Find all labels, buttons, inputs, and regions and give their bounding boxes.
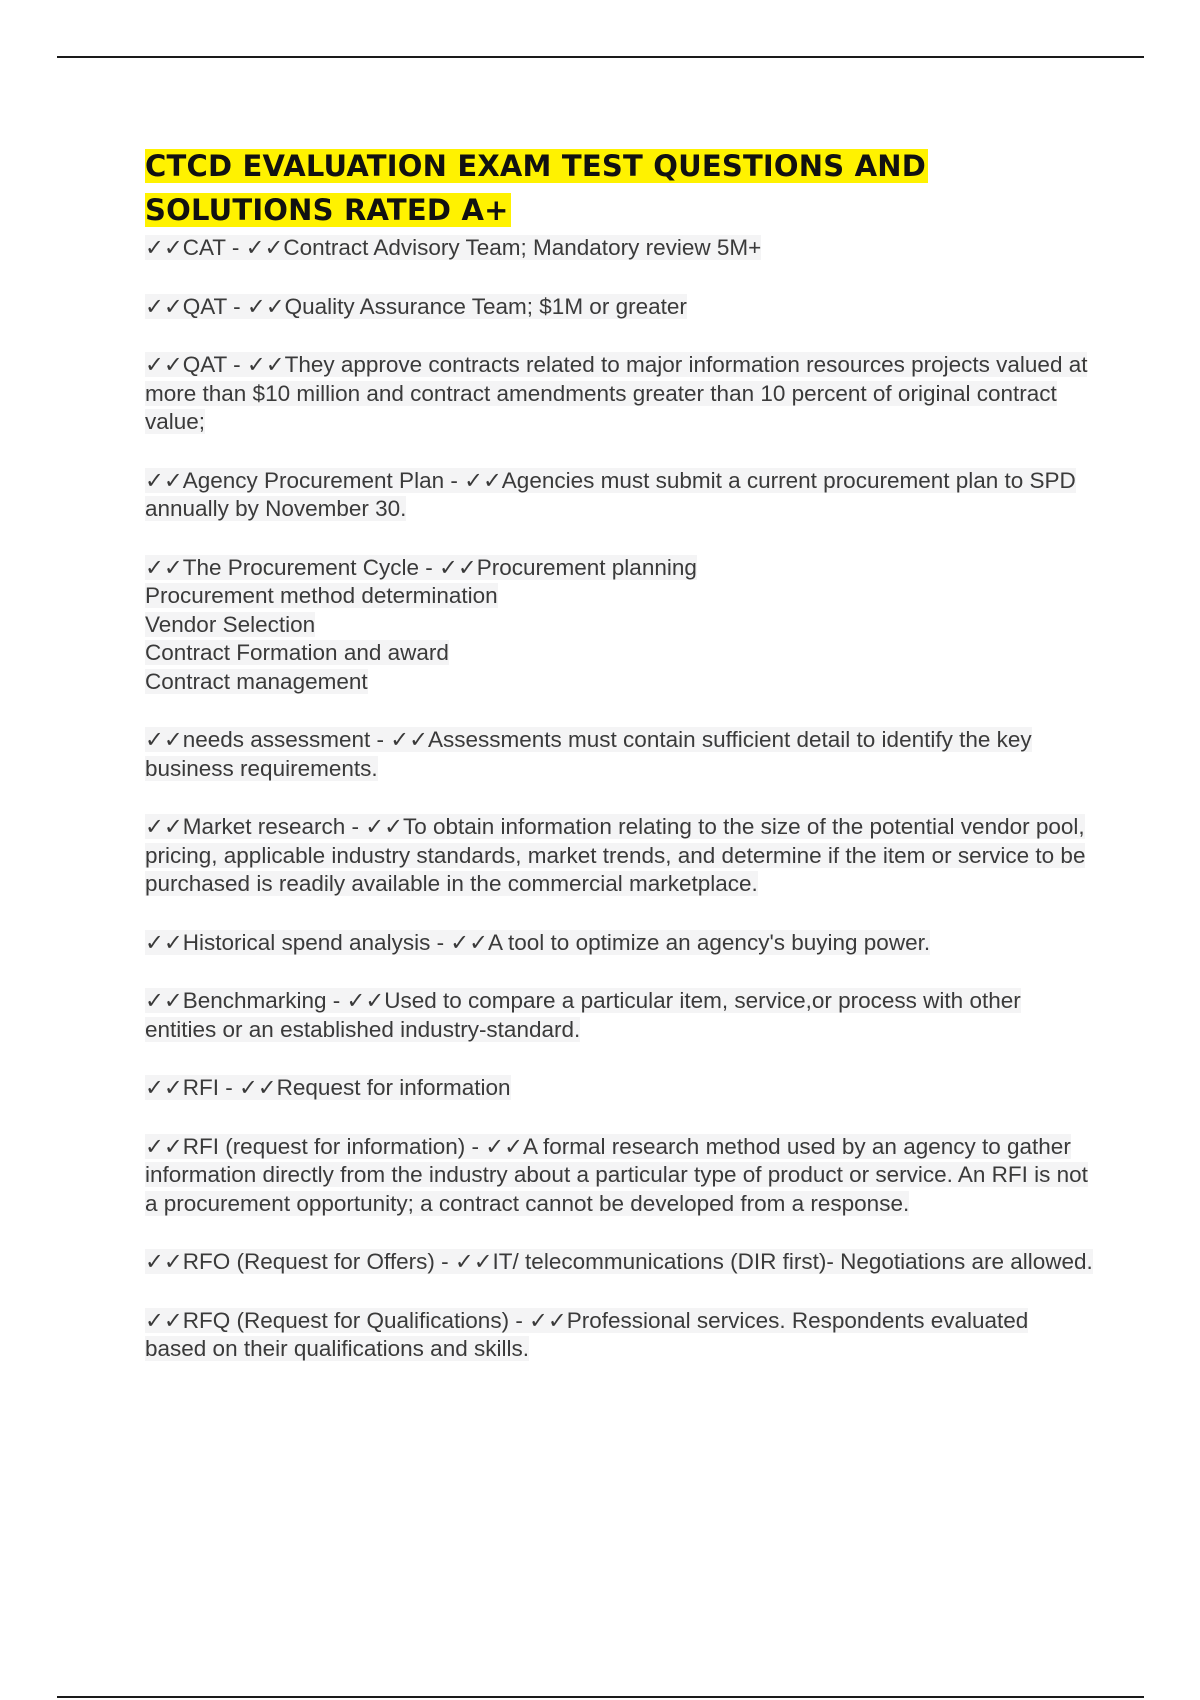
title-line-1: CTCD EVALUATION EXAM TEST QUESTIONS AND — [145, 149, 927, 183]
qa-text: ✓✓QAT - ✓✓They approve contracts related to major information resources projects valued at more than $10 million and contract amendments greater than 10 percent of original contract value; — [145, 352, 1088, 434]
cycle-line-text: Procurement method determination — [145, 583, 498, 608]
qa-entry — [145, 351, 1095, 437]
qa-text: ✓✓RFI - ✓✓Request for information — [145, 1075, 511, 1100]
cycle-line-text: Vendor Selection — [145, 611, 316, 637]
qa-text: ✓✓Historical spend analysis - ✓✓A tool to optimize an agency's buying power. — [145, 929, 931, 955]
cycle-line-text: Contract management — [145, 668, 368, 694]
qa-entry-procurement-cycle — [145, 554, 1095, 697]
qa-text: ✓✓Benchmarking - ✓✓Used to compare a particular item, service,or process with other entities or an established industry-standard. — [145, 988, 1021, 1042]
qa-entry — [145, 1074, 1095, 1103]
qa-text: ✓✓Market research - ✓✓To obtain information relating to the size of the potential vendor pool, pricing, applicable industry standards, market trends, and determine if the item or service to be purchased is readily available in the commercial marketplace. — [145, 814, 1086, 896]
qa-text: ✓✓RFO (Request for Offers) - ✓✓IT/ telecommunications (DIR first)- Negotiations are allowed. — [145, 1249, 1093, 1274]
title-line-2: SOLUTIONS RATED A+ — [145, 193, 509, 227]
document-body — [145, 144, 1095, 1364]
cycle-line — [145, 582, 1095, 611]
qa-text: ✓✓needs assessment - ✓✓Assessments must contain sufficient detail to identify the key business requirements. — [145, 727, 1032, 781]
qa-entry — [145, 1307, 1095, 1364]
qa-text: ✓✓RFI (request for information) - ✓✓A formal research method used by an agency to gather information directly from the industry about a particular type of product or service. An RFI is not a procurement opportunity; a contract cannot be developed from a response. — [145, 1133, 1088, 1216]
cycle-line-text: Contract Formation and award — [145, 640, 449, 665]
qa-entry — [145, 1133, 1095, 1219]
cycle-line-text: ✓✓The Procurement Cycle - ✓✓Procurement planning — [145, 554, 697, 580]
qa-entry — [145, 234, 1095, 263]
document-title — [145, 144, 1095, 232]
footer-rule — [57, 1696, 1144, 1698]
qa-entry — [145, 929, 1095, 958]
qa-entry — [145, 293, 1095, 322]
qa-entry — [145, 813, 1095, 899]
cycle-line — [145, 668, 1095, 697]
qa-entry — [145, 1248, 1095, 1277]
header-rule — [57, 56, 1144, 58]
qa-text: ✓✓CAT - ✓✓Contract Advisory Team; Mandatory review 5M+ — [145, 235, 762, 260]
qa-text: ✓✓Agency Procurement Plan - ✓✓Agencies must submit a current procurement plan to SPD annually by November 30. — [145, 467, 1076, 521]
qa-entry — [145, 987, 1095, 1044]
qa-entry — [145, 467, 1095, 524]
cycle-line — [145, 611, 1095, 640]
qa-entry — [145, 726, 1095, 783]
qa-text: ✓✓RFQ (Request for Qualifications) - ✓✓Professional services. Respondents evaluated based on their qualifications and skills. — [145, 1307, 1029, 1361]
cycle-line — [145, 554, 1095, 583]
cycle-line — [145, 639, 1095, 668]
qa-text: ✓✓QAT - ✓✓Quality Assurance Team; $1M or greater — [145, 293, 687, 319]
